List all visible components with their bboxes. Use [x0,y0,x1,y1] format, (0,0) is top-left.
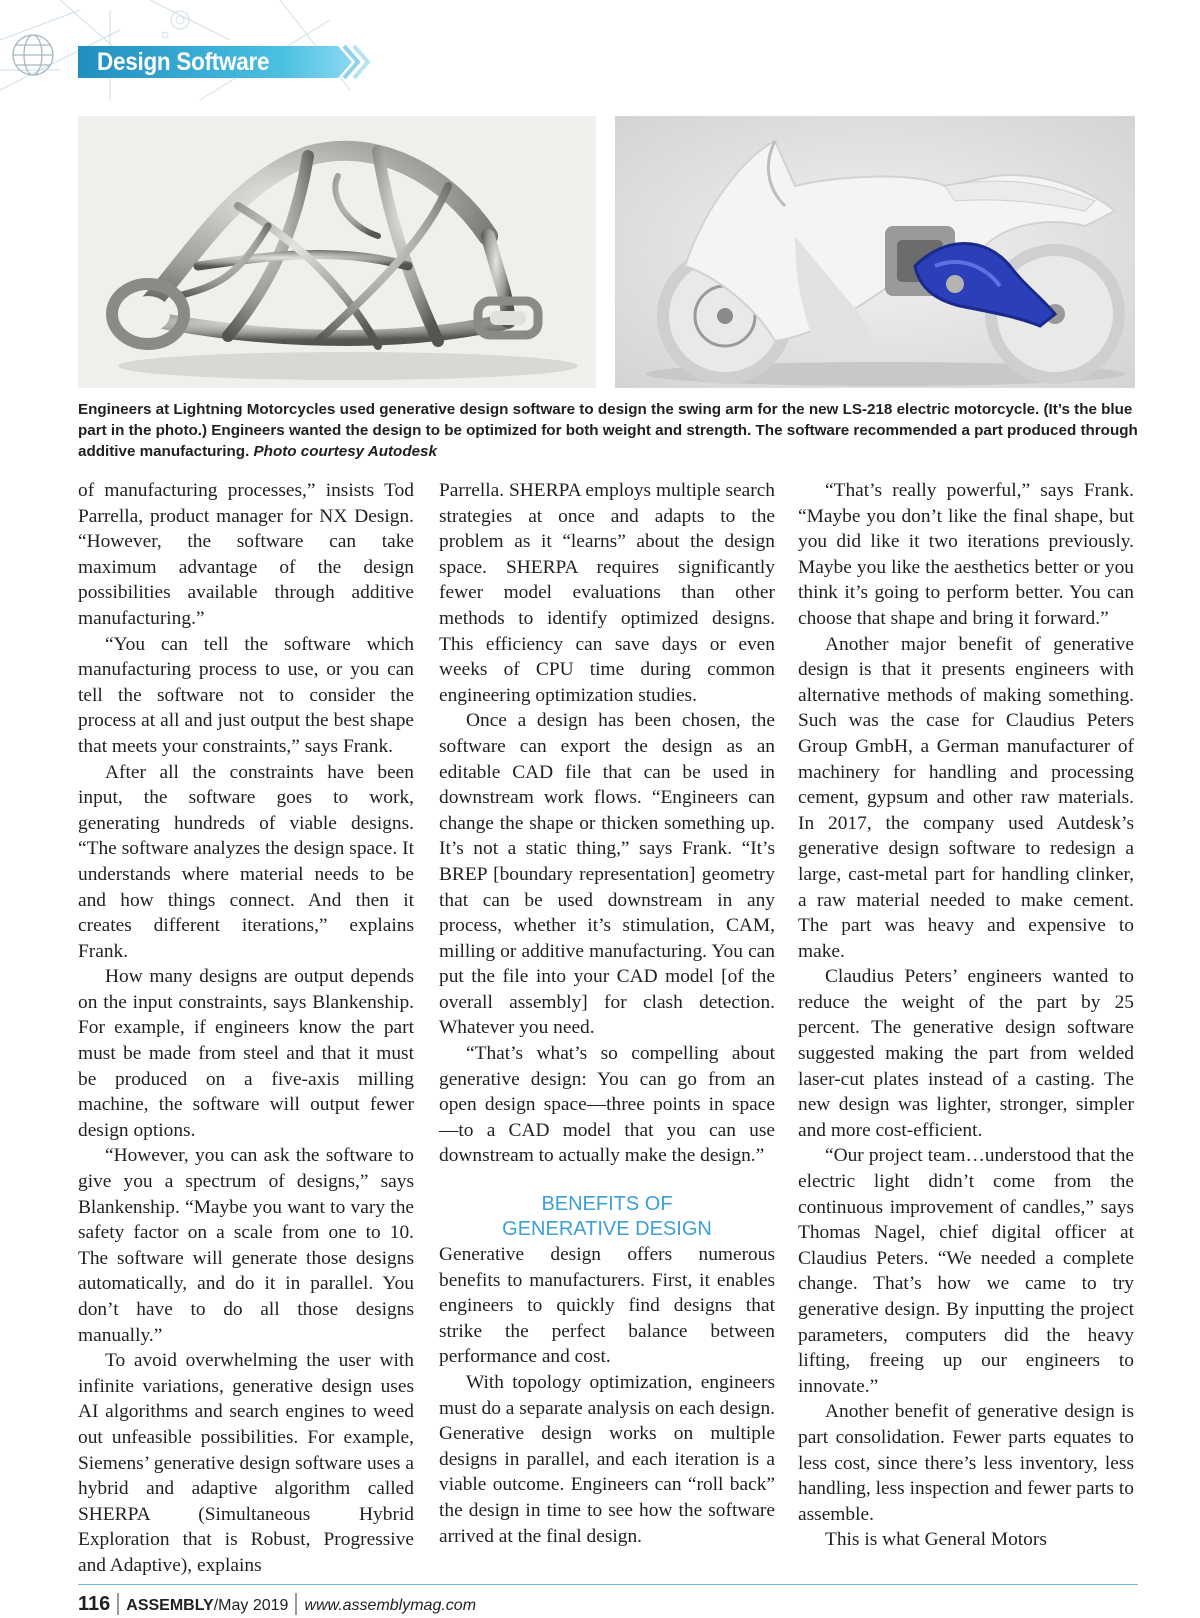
paragraph: To avoid overwhelming the user with infinite variations, generative design uses AI algorithms and search engines to weed out unfeasible possibilities. For example, Siemens’ generative design software uses a hybrid and adaptive algorithm called SHERPA (Simultaneous Hybrid Exploration that is Robust, Progressive and Adaptive), explains [78,1350,414,1576]
section-label: Design Software [97,48,270,76]
paragraph: “Our project team…understood that the electric light didn’t come from the continuous improvement of candles,” says Thomas Nagel, chief digital officer at Claudius Peters. “We needed a complete change. That’s how we came to try generative design. By inputting the project parameters, computers did the heavy lifting, freeing up our engineers to innovate.” [798,1145,1134,1397]
paragraph: “You can tell the software which manufacturing process to use, or you can tell the software not to consider the process at all and just output the best shape that meets your constraints,” says Frank. [78,633,414,757]
paragraph: “However, you can ask the software to give you a spectrum of designs,” says Blankenship. “Maybe you want to vary the safety factor on a scale from one to 10. The software will generate those designs automatically, and do it in parallel. You don’t have to do all those designs manually.” [78,1145,414,1346]
section-subhead [439,1192,775,1242]
magazine-url[interactable]: www.assemblymag.com [304,1597,477,1614]
subhead-line-2: GENERATIVE DESIGN [502,1218,712,1241]
article-column-2 [439,478,775,1549]
globe-icon [13,35,53,75]
motorcycle-image [615,116,1135,388]
paragraph: This is what General Motors [825,1529,1047,1551]
caption-text: Engineers at Lightning Motorcycles used generative design software to design the swing arm for the new LS-218 electric motorcycle. (It’s the blue part in the photo.) Engineers wanted the design to be optimized for both weight and strength. The software recommended a part produced through additive manufacturing. [78,401,1138,460]
paragraph: Claudius Peters’ engineers wanted to reduce the weight of the part by 25 percent. The generative design software suggested making the part from welded laser-cut plates instead of a casting. The new design was lighter, stronger, simpler and more cost-efficient. [798,966,1134,1141]
paragraph: “That’s what’s so compelling about generative design: You can go from an open design space—three points in space—to a CAD model that you can use downstream to actually make the design.” [439,1043,775,1167]
subhead-line-1: BENEFITS OF [541,1193,673,1216]
footer-separator [117,1593,119,1615]
figure-caption [78,399,1138,462]
paragraph: of manufacturing processes,” insists Tod Parrella, product manager for NX Design. “However, the software can take maximum advantage of the design possibilities available through additive manufacturing.” [78,480,414,629]
article-column-1 [78,478,414,1579]
paragraph: Generative design offers numerous benefits to manufacturers. First, it enables engineers to quickly find designs that strike the perfect balance between performance and cost. [439,1244,775,1368]
paragraph: Parrella. SHERPA employs multiple search strategies at once and adapts to the problem as it “learns” about the design space. SHERPA requires significantly fewer model evaluations than other methods to identify optimized designs. This efficiency can save days or even weeks of CPU time during common engineering optimization studies. [439,480,775,706]
issue-date: /May 2019 [213,1597,289,1614]
page-number: 116 [78,1593,111,1615]
swing-arm-photo [78,116,596,388]
paragraph: How many designs are output depends on the input constraints, says Blankenship. For example, if engineers know the part must be made from steel and that it must be produced on a five-axis milling machine, the software will output fewer design options. [78,966,414,1141]
paragraph: With topology optimization, engineers must do a separate analysis on each design. Generative design works on multiple designs in parallel, and each iteration is a viable outcome. Engineers can “roll back” the design in time to see how the software arrived at the final design. [439,1372,776,1547]
swing-arm-image [78,116,596,388]
photo-credit: Photo courtesy Autodesk [253,443,437,460]
motorcycle-photo [615,116,1135,388]
paragraph: Another benefit of generative design is part consolidation. Fewer parts equates to less cost, since there’s less inventory, less handling, less inspection and fewer parts to assemble. [798,1401,1134,1525]
paragraph: Another major benefit of generative design is that it presents engineers with alternative methods of making something. Such was the case for Claudius Peters Group GmbH, a German manufacturer of machinery for handling and processing cement, gypsum and other raw materials. In 2017, the company used Autdesk’s generative design software to redesign a large, cast-metal part for handling clinker, a raw material needed to make cement. The part was heavy and expensive to make. [798,633,1134,962]
page-footer [78,1592,476,1616]
paragraph: Once a design has been chosen, the software can export the design as an editable CAD file that can be used in downstream work flows. “Engineers can change the shape or thicken something up. It’s not a static thing,” says Frank. “It’s BREP [boundary representation] geometry that can be used downstream in any process, whether it’s stimulation, CAM, milling or additive manufacturing. You can put the file into your CAD model [of the overall assembly] for clash detection. Whatever you need. [439,710,775,1039]
paragraph: After all the constraints have been input, the software goes to work, generating hundreds of viable designs. “The software analyzes the design space. It understands where material needs to be and how things connect. And then it creates different iterations,” explains Frank. [78,761,414,962]
article-column-3 [798,478,1134,1553]
section-header [0,0,420,110]
footer-separator [295,1593,297,1615]
paragraph: “That’s really powerful,” says Frank. “Maybe you don’t like the final shape, but you did like it two iterations previously. Maybe you like the aesthetics better or you think it’s going to perform better. You can choose that shape and bring it forward.” [798,480,1134,629]
footer-rule [78,1584,1138,1585]
magazine-name: ASSEMBLY [126,1597,214,1614]
